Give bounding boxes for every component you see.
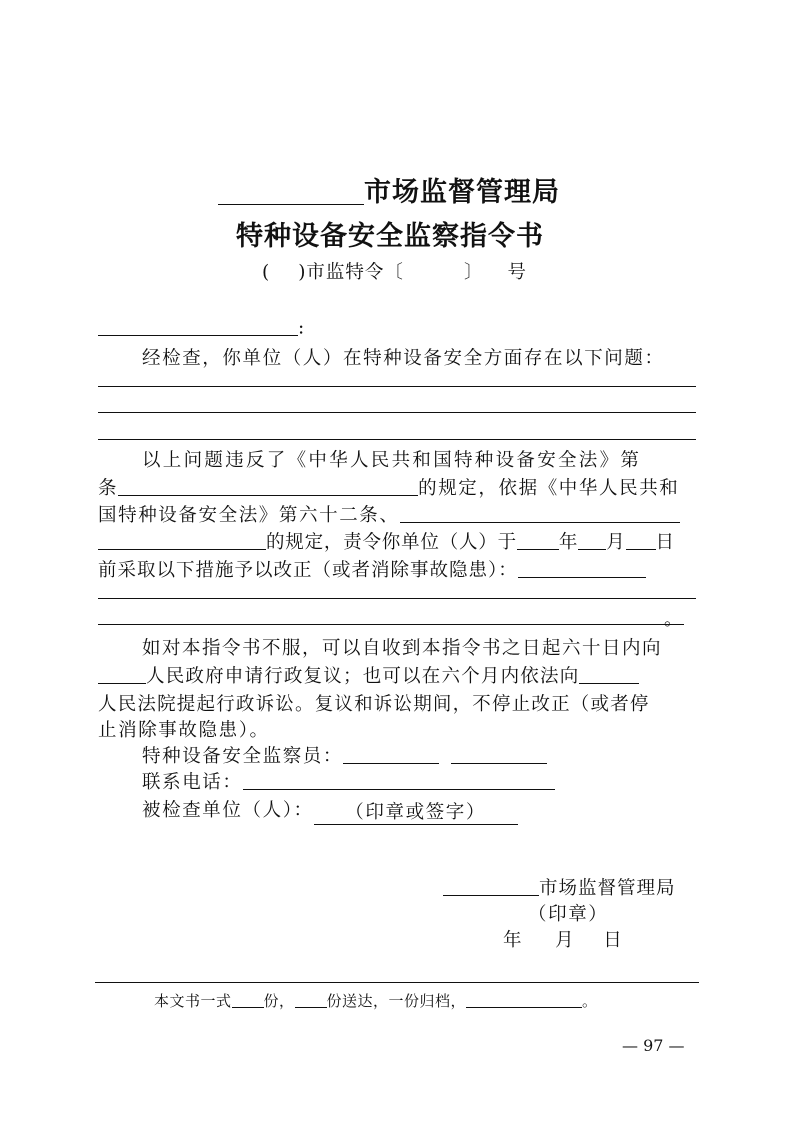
agency-blank[interactable] [218, 188, 364, 205]
court-blank[interactable] [579, 665, 639, 685]
recipient-blank[interactable] [98, 316, 298, 336]
measures-line-2[interactable] [98, 624, 684, 625]
law-article-blank[interactable] [400, 504, 680, 524]
title-agency: 市场监督管理局 [364, 177, 560, 208]
problem-intro: 经检查，你单位（人）在特种设备安全方面存在以下问题： [142, 348, 665, 369]
copies-total-blank[interactable] [232, 992, 264, 1008]
appeal-line-4: 止消除事故隐患）。 [98, 720, 270, 741]
document-title [218, 170, 578, 209]
inspected-line: 被检查单位（人）： （印章或签字） [142, 796, 518, 825]
violation-line-2: 条 的规定，依据《中华人民共和 [98, 478, 680, 499]
phone-line: 联系电话： [142, 768, 555, 794]
page-number: — 97 — [622, 1036, 685, 1055]
issuing-agency-blank[interactable] [443, 877, 539, 897]
inspector-2-blank[interactable] [451, 745, 547, 765]
document-subtitle: 特种设备安全监察指令书 [236, 221, 544, 252]
article-blank[interactable] [118, 477, 418, 497]
appeal-line-2: 人民政府申请行政复议；也可以在六个月内依法向 [98, 662, 639, 688]
violation-line-5: 前采取以下措施予以改正（或者消除事故隐患）： [98, 556, 646, 582]
seal-sign-blank[interactable]: （印章或签字） [314, 798, 518, 825]
phone-blank[interactable] [243, 771, 555, 791]
problem-line-3[interactable] [98, 439, 696, 440]
copies-recipient-blank[interactable] [466, 992, 582, 1008]
measures-blank[interactable] [518, 559, 646, 579]
measures-period: 。 [664, 609, 685, 630]
copies-note: 本文书一式 份， 份送达，一份归档， 。 [154, 992, 598, 1010]
deadline-month-blank[interactable] [578, 531, 606, 551]
appeal-line-3: 人民法院提起行政诉讼。复议和诉讼期间，不停止改正（或者停 [98, 694, 650, 715]
document-number: ( )市监特令〔 〕 号 [262, 262, 527, 283]
agency-seal: （印章） [528, 904, 609, 925]
government-blank[interactable] [98, 665, 146, 685]
appeal-line-1: 如对本指令书不服，可以自收到本指令书之日起六十日内向 [142, 638, 663, 659]
inspector-1-blank[interactable] [343, 745, 439, 765]
violation-line-3: 国特种设备安全法》第六十二条、 [98, 501, 680, 527]
measures-line-1[interactable] [98, 598, 696, 599]
issuing-agency: 市场监督管理局 [443, 874, 676, 900]
issue-date: 年 月 日 [503, 930, 624, 951]
violation-line-4: 的规定，责令你单位（人）于 年 月 日 [98, 528, 675, 554]
copies-served-blank[interactable] [295, 992, 327, 1008]
problem-line-1[interactable] [98, 386, 696, 387]
inspector-line: 特种设备安全监察员： [142, 742, 547, 768]
problem-line-2[interactable] [98, 412, 696, 413]
violation-line-1: 以上问题违反了《中华人民共和国特种设备安全法》第 [142, 450, 642, 471]
regulation-blank[interactable] [98, 531, 266, 551]
deadline-year-blank[interactable] [517, 531, 559, 551]
deadline-day-blank[interactable] [626, 531, 656, 551]
footer-rule [95, 982, 699, 983]
recipient-line: : [98, 316, 306, 339]
